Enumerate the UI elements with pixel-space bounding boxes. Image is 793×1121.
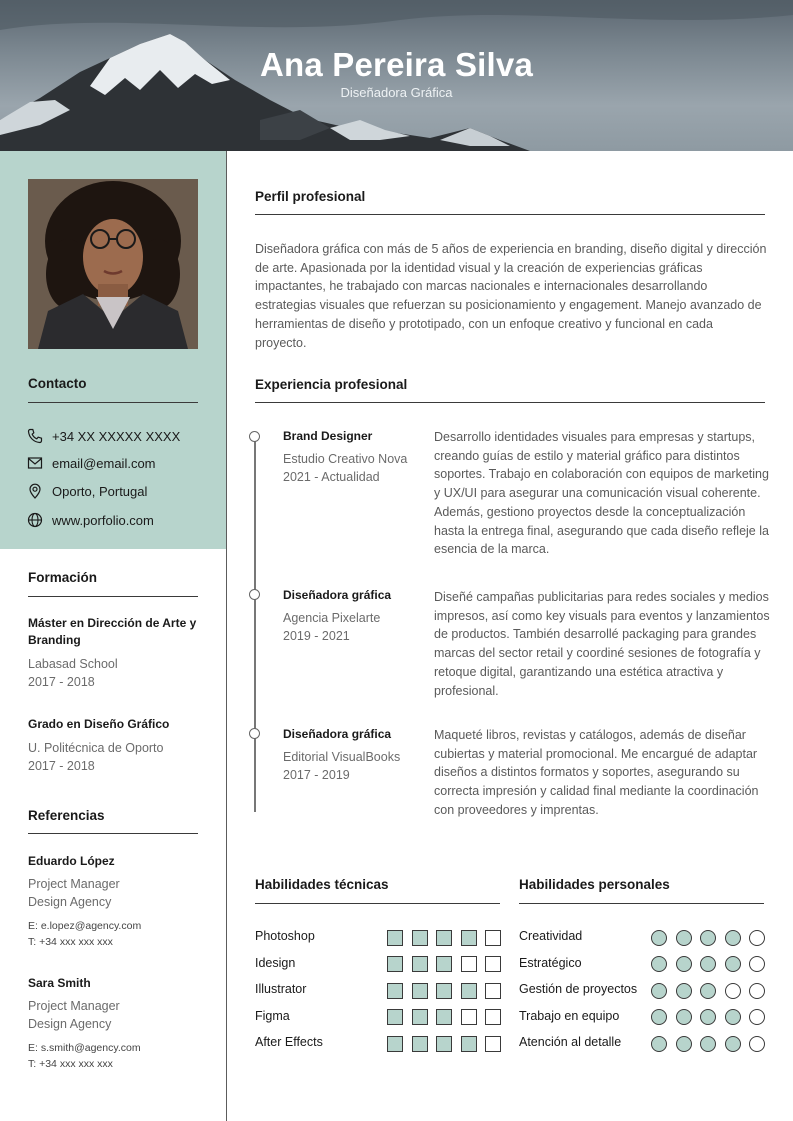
job-title-2: Diseñadora gráfica [283,588,392,602]
skill-level-circle-filled [651,956,667,972]
experience-divider [255,402,765,403]
timeline-dot [249,589,260,600]
reference-phone-1: T: +34 xxx xxx xxx [28,936,113,948]
skill-name: Illustrator [255,982,307,996]
skill-level-square-empty [485,930,501,946]
timeline-dot [249,431,260,442]
skill-name: Figma [255,1008,290,1023]
skill-level-square-filled [412,1009,428,1025]
reference-role-1b: Design Agency [28,895,112,909]
skill-level-square-filled [461,1036,477,1052]
skill-level-square-empty [461,1009,477,1025]
skill-level-circle-empty [749,983,765,999]
skill-name: Atención al detalle [519,1035,622,1049]
skill-level-circle-filled [725,956,741,972]
reference-role-2b: Design Agency [28,1017,112,1031]
skill-name: Estratégico [519,955,582,970]
skill-name: Gestión de proyectos [519,982,638,996]
contact-web[interactable] [27,510,154,530]
job-company-3: Editorial VisualBooks [283,750,401,764]
skill-level-circle-filled [725,1036,741,1052]
skill-level-circle-filled [676,956,692,972]
job-description-3: Maqueté libros, revistas y catálogos, además de diseñar cubiertas y material promocional. Me encargué de adaptar diseños a distintos formatos y soportes, asegurando su correcta impresión y calidad final mediante la coordinación con proveedores y imprentas. [434,728,759,817]
job-company-1: Estudio Creativo Nova [283,452,408,466]
skill-name: Creatividad [519,929,583,943]
reference-role-1a: Project Manager [28,877,120,891]
skill-level-square-filled [387,983,403,999]
skill-level-circle-filled [676,1036,692,1052]
education-divider [28,596,198,597]
skill-level-circle-filled [651,930,667,946]
skill-level-square-empty [461,956,477,972]
technical-skills-divider [255,903,500,904]
reference-name-2: Sara Smith [28,976,91,990]
job-company-2: Agencia Pixelarte [283,611,381,625]
education-school-2: U. Politécnica de Oporto [28,741,164,755]
skill-level-square-filled [387,930,403,946]
contact-divider [28,402,198,403]
contact-email[interactable] [27,453,156,473]
contact-email-text: email@email.com [52,455,156,471]
skill-level-circle-filled [700,1009,716,1025]
job-title-3: Diseñadora gráfica [283,727,392,741]
mail-icon [27,455,43,471]
skill-level-circle-filled [725,1009,741,1025]
skill-level-square-filled [412,1036,428,1052]
reference-role-2a: Project Manager [28,999,120,1013]
personal-skills-heading: Habilidades personales [519,877,670,892]
profile-divider [255,214,765,215]
skill-level-square-filled [461,983,477,999]
reference-name-1: Eduardo López [28,854,115,868]
phone-icon [27,428,43,444]
skill-level-square-filled [436,956,452,972]
profile-photo [28,179,198,349]
skill-name: After Effects [255,1035,323,1049]
timeline-dot [249,728,260,739]
skill-level-square-empty [485,1036,501,1052]
skill-level-square-empty [485,983,501,999]
education-heading: Formación [28,570,98,585]
skill-level-circle-empty [749,930,765,946]
skill-name: Idesign [255,955,296,970]
skill-level-square-filled [436,1036,452,1052]
technical-skills-heading: Habilidades técnicas [255,877,389,892]
skill-level-circle-filled [676,930,692,946]
profile-summary: Diseñadora gráfica con más de 5 años de experiencia en branding, diseño digital y dirección de arte. Apasionada por la identidad visual y la creación de experiencias gráficas impactantes, he trabajado con marcas nacionales e internacionales desarrollando estrategias visuales que refuerzan su posicionamiento y engagement. Manejo avanzado de herramientas de diseño y prototipado, con un enfoque creativo y funcional en cada proyecto. [255,242,767,350]
skill-level-circle-filled [700,1036,716,1052]
skill-level-square-filled [412,983,428,999]
personal-skills-divider [519,903,764,904]
contact-phone[interactable] [27,426,180,446]
skill-level-circle-empty [749,1036,765,1052]
reference-phone-2: T: +34 xxx xxx xxx [28,1058,113,1070]
skill-level-square-filled [387,1009,403,1025]
location-pin-icon [27,483,43,499]
timeline-line [254,436,256,812]
education-years-1: 2017 - 2018 [28,675,95,689]
contact-location [27,481,147,501]
skill-level-square-filled [387,1036,403,1052]
skill-level-circle-empty [749,956,765,972]
skill-level-circle-empty [725,983,741,999]
skill-name: Trabajo en equipo [519,1008,620,1023]
skill-level-circle-filled [700,930,716,946]
job-description-2: Diseñé campañas publicitarias para redes sociales y medios impresos, así como key visuals para eventos y lanzamientos de productos. También desarrollé packaging para grandes marcas del sector retail y coordiné sesiones de fotografía y retoque digital, garantizando una estética atractiva y profesional. [434,590,770,698]
job-years-2: 2019 - 2021 [283,629,350,643]
education-school-1: Labasad School [28,657,118,671]
references-divider [28,833,198,834]
contact-heading: Contacto [28,376,87,391]
header-banner [0,0,793,151]
education-years-2: 2017 - 2018 [28,759,95,773]
skill-level-circle-filled [651,983,667,999]
skill-level-circle-filled [651,1036,667,1052]
skill-level-circle-filled [676,983,692,999]
contact-web-text: www.porfolio.com [52,512,154,528]
vertical-divider [226,151,227,1121]
skill-level-square-filled [436,1009,452,1025]
references-heading: Referencias [28,808,105,823]
experience-heading: Experiencia profesional [255,377,408,392]
skill-level-square-filled [387,956,403,972]
skill-level-square-empty [485,956,501,972]
skill-level-circle-filled [725,930,741,946]
skill-level-circle-filled [700,983,716,999]
contact-phone-text: +34 XX XXXXX XXXX [52,428,181,444]
reference-email-1: E: e.lopez@agency.com [28,920,142,932]
skill-level-circle-empty [749,1009,765,1025]
skill-level-circle-filled [676,1009,692,1025]
job-years-3: 2017 - 2019 [283,768,350,782]
skill-level-square-filled [436,930,452,946]
skill-level-circle-filled [700,956,716,972]
profile-heading: Perfil profesional [255,189,366,204]
skill-level-square-filled [412,930,428,946]
candidate-name: Ana Pereira Silva [259,46,534,83]
job-title-1: Brand Designer [283,429,373,443]
skill-level-square-filled [461,930,477,946]
skill-level-circle-filled [651,1009,667,1025]
skill-name: Photoshop [255,929,315,943]
skill-level-square-filled [412,956,428,972]
globe-icon [27,512,43,528]
contact-location-text: Oporto, Portugal [52,483,148,499]
job-description-1: Desarrollo identidades visuales para empresas y startups, creando guías de estilo y material gráfico para distintos soportes. Trabajo en colaboración con equipos de marketing y UX/UI para asegurar una comunicación visual coherente. Además, gestiono proyectos desde la conceptualización hasta la entrega final, asegurando que cada diseño refleje la esencia de la marca. [434,430,769,557]
reference-email-2: E: s.smith@agency.com [28,1042,141,1054]
education-title-2: Grado en Diseño Gráfico [28,717,170,731]
skill-level-square-filled [436,983,452,999]
education-title-1: Máster en Dirección de Arte y Branding [28,616,197,647]
candidate-role: Diseñadora Gráfica [340,85,453,100]
job-years-1: 2021 - Actualidad [283,470,380,484]
skill-level-square-empty [485,1009,501,1025]
